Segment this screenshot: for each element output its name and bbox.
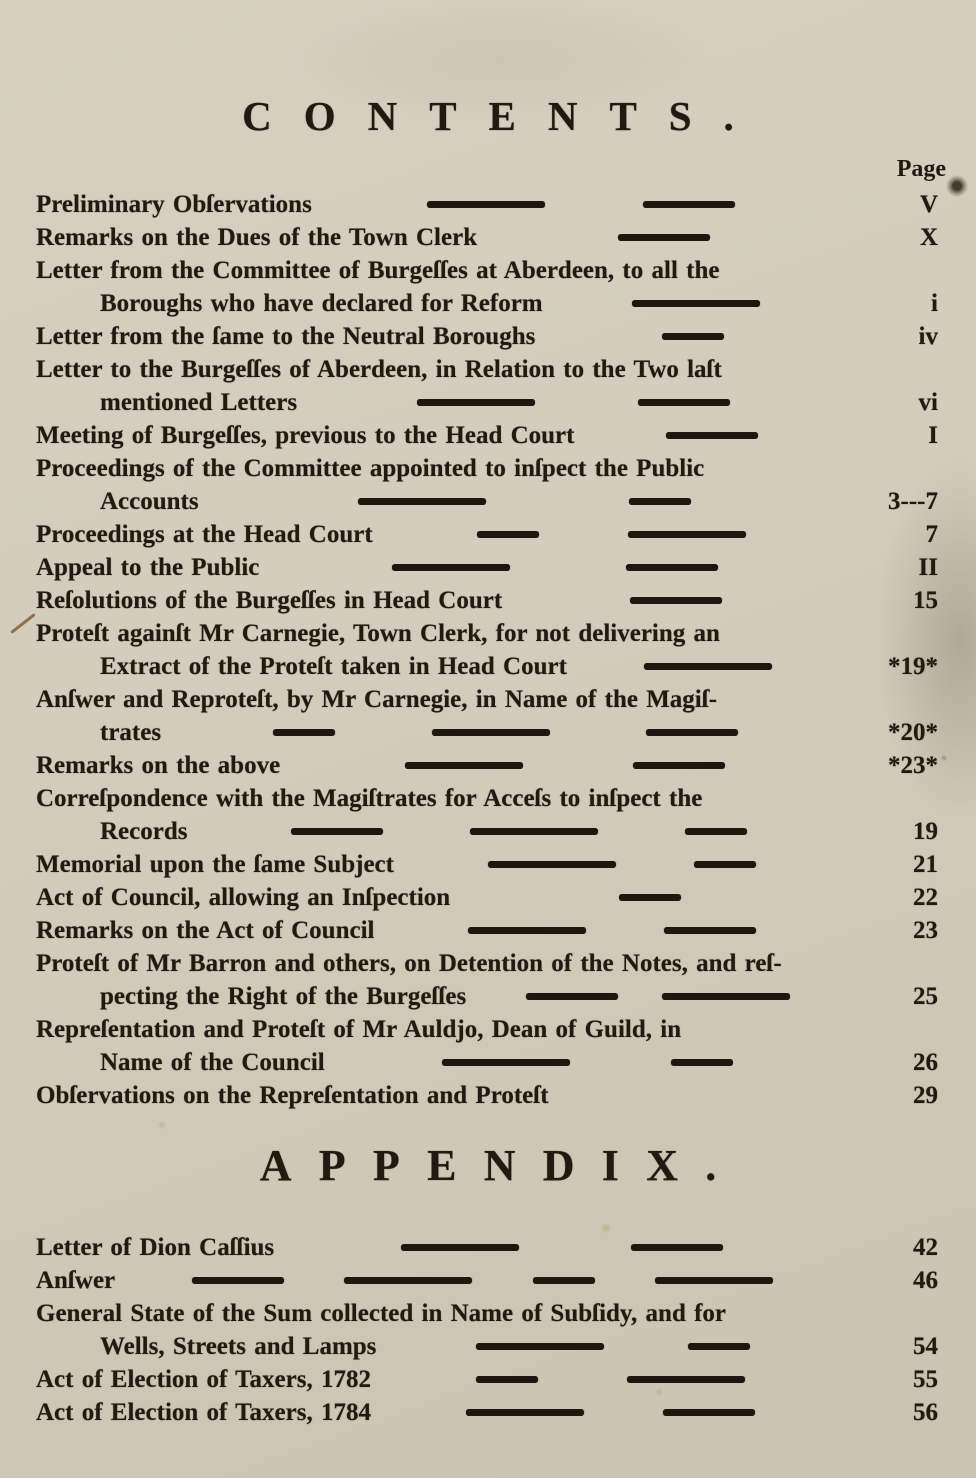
page-title: CONTENTS. [242, 93, 766, 139]
leader-dash [644, 663, 772, 670]
leader-dash [477, 531, 539, 538]
toc-entry-text: Letter to the Burgeſſes of Aberdeen, in Relation to the Two laſt [36, 355, 722, 383]
toc-entry-text: Appeal to the Public [36, 553, 260, 581]
toc-entry-text: Letter from the Committee of Burgeſſes at Aberdeen, to all the [36, 256, 720, 284]
toc-entry-text: Letter from the ſame to the Neutral Boroughs [36, 322, 536, 350]
leader-dashes [280, 762, 850, 769]
leader-dash [417, 399, 535, 406]
leader-dashes [374, 927, 850, 934]
page-number: 22 [913, 883, 938, 911]
toc-entry-text: Accounts [100, 487, 199, 515]
toc-entry-text: Name of the Council [100, 1048, 325, 1076]
page-number: 56 [913, 1398, 938, 1426]
leader-dash [626, 564, 718, 571]
page-number: *23* [888, 751, 938, 779]
toc-entry-text: Records [100, 817, 188, 845]
leader-dashes [543, 300, 850, 307]
leader-dashes [297, 399, 850, 406]
toc-entry-text: Preliminary Obſervations [36, 190, 312, 218]
toc-line [36, 914, 942, 947]
toc-entry-text: Act of Election of Taxers, 1784 [36, 1398, 371, 1426]
toc-entry-text: Proteſt of Mr Barron and others, on Detention of the Notes, and reſ- [36, 949, 782, 977]
toc-entry-text: Proceedings of the Committee appointed to inſpect the Public [36, 454, 705, 482]
leader-dash [632, 300, 760, 307]
leader-dash [427, 201, 545, 208]
leader-dash [694, 861, 756, 868]
page-number: 15 [913, 586, 938, 614]
leader-dash [466, 1409, 584, 1416]
page-number: 26 [913, 1048, 938, 1076]
toc-line [36, 1363, 942, 1396]
toc-line [36, 1330, 942, 1363]
leader-dashes [477, 234, 850, 241]
leader-dashes [274, 1244, 850, 1251]
toc-entry-text: Proceedings at the Head Court [36, 520, 373, 548]
toc-entry-text: Act of Election of Taxers, 1782 [36, 1365, 371, 1393]
leader-dash [344, 1277, 472, 1284]
contents-list [36, 188, 942, 1112]
page-number: I [928, 421, 938, 449]
leader-dash [629, 498, 691, 505]
page-number: 55 [913, 1365, 938, 1393]
leader-dashes [312, 201, 850, 208]
toc-entry-text: trates [100, 718, 162, 746]
toc-line [36, 650, 942, 683]
leader-dash [476, 1343, 604, 1350]
ink-smudge-mark [10, 613, 35, 634]
toc-entry-text: Reſolutions of the Burgeſſes in Head Court [36, 586, 503, 614]
toc-entry-text: Wells, Streets and Lamps [100, 1332, 377, 1360]
toc-line [36, 815, 942, 848]
page-number: i [931, 289, 938, 317]
toc-entry-text: Remarks on the above [36, 751, 281, 779]
toc-line [36, 551, 942, 584]
leader-dash [488, 861, 616, 868]
leader-dash [405, 762, 523, 769]
leader-dash [358, 498, 486, 505]
page-number: 29 [913, 1081, 938, 1109]
toc-line [36, 1231, 942, 1264]
leader-dash [533, 1277, 595, 1284]
toc-line [36, 584, 942, 617]
leader-dash [470, 828, 598, 835]
contents-heading-row [0, 0, 976, 140]
leader-dashes [373, 531, 850, 538]
leader-dash [192, 1277, 284, 1284]
leader-dash [392, 564, 510, 571]
leader-dash [526, 993, 618, 1000]
toc-line [36, 1297, 942, 1330]
toc-line [36, 782, 942, 815]
leader-dash [476, 1376, 538, 1383]
page-number: vi [918, 388, 938, 416]
toc-line [36, 188, 942, 221]
toc-entry-text: Anſwer [36, 1266, 116, 1294]
leader-dashes [115, 1277, 850, 1284]
toc-entry-text: mentioned Letters [100, 388, 298, 416]
page-number: 42 [913, 1233, 938, 1261]
page-number: 25 [913, 982, 938, 1010]
leader-dashes [567, 663, 850, 670]
toc-line [36, 716, 942, 749]
toc-line [36, 881, 942, 914]
toc-line [36, 1013, 942, 1046]
leader-dash [666, 432, 758, 439]
page-number: 46 [913, 1266, 938, 1294]
toc-entry-text: Remarks on the Dues of the Town Clerk [36, 223, 478, 251]
leader-dash [643, 201, 735, 208]
leader-dash [631, 1244, 723, 1251]
leader-dashes [466, 993, 850, 1000]
leader-dashes [259, 564, 850, 571]
leader-dash [630, 597, 722, 604]
toc-line [36, 617, 942, 650]
toc-line [36, 452, 942, 485]
leader-dash [664, 927, 756, 934]
toc-line [36, 221, 942, 254]
toc-entry-text: Boroughs who have declared for Reform [100, 289, 543, 317]
toc-entry-text: Proteſt againſt Mr Carnegie, Town Clerk, for not delivering an [36, 619, 720, 647]
leader-dashes [574, 432, 850, 439]
toc-entry-text: pecting the Right of the Burgeſſes [100, 982, 467, 1010]
leader-dash [401, 1244, 519, 1251]
page-number: II [918, 553, 938, 581]
appendix-heading-row [0, 1140, 976, 1191]
toc-line [36, 1046, 942, 1079]
leader-dashes [450, 894, 850, 901]
toc-entry-text: Letter of Dion Caſſius [36, 1233, 275, 1261]
leader-dash [646, 729, 738, 736]
leader-dash [663, 1409, 755, 1416]
leader-dashes [376, 1343, 850, 1350]
page-number: 54 [913, 1332, 938, 1360]
toc-line [36, 320, 942, 353]
page-number: 23 [913, 916, 938, 944]
leader-dash [468, 927, 586, 934]
toc-line [36, 419, 942, 452]
toc-line [36, 485, 942, 518]
page-number: *19* [888, 652, 938, 680]
leader-dashes [394, 861, 850, 868]
toc-line [36, 1079, 942, 1112]
toc-line [36, 386, 942, 419]
toc-line [36, 848, 942, 881]
toc-entry-text: Correſpondence with the Magiſtrates for Acceſs to inſpect the [36, 784, 703, 812]
toc-line [36, 353, 942, 386]
leader-dashes [161, 729, 850, 736]
page-column-label: Page [896, 156, 946, 182]
page-column-header [0, 156, 946, 182]
toc-line [36, 683, 942, 716]
toc-line [36, 1396, 942, 1429]
leader-dash [671, 1059, 733, 1066]
toc-entry-text: Remarks on the Act of Council [36, 916, 375, 944]
page-number: 19 [913, 817, 938, 845]
leader-dash [618, 234, 710, 241]
page-number: V [919, 190, 938, 218]
page-number: 21 [913, 850, 938, 878]
toc-entry-text: Anſwer and Reproteſt, by Mr Carnegie, in Name of the Magiſ- [36, 685, 718, 713]
leader-dash [685, 828, 747, 835]
appendix-title: APPENDIX. [259, 1141, 744, 1190]
page-number: 7 [925, 520, 938, 548]
leader-dashes [371, 1376, 850, 1383]
leader-dashes [187, 828, 850, 835]
leader-dash [432, 729, 550, 736]
leader-dash [633, 762, 725, 769]
leader-dash [688, 1343, 750, 1350]
leader-dash [627, 1376, 745, 1383]
appendix-list [36, 1231, 942, 1429]
leader-dash [662, 333, 724, 340]
toc-line [36, 1264, 942, 1297]
page-number: iv [918, 322, 938, 350]
leader-dash [638, 399, 730, 406]
toc-entry-text: General State of the Sum collected in Name of Subſidy, and for [36, 1299, 727, 1327]
leader-dashes [502, 597, 850, 604]
page-number: *20* [888, 718, 938, 746]
toc-entry-text: Repreſentation and Proteſt of Mr Auldjo, Dean of Guild, in [36, 1015, 682, 1043]
toc-line [36, 749, 942, 782]
toc-line [36, 947, 942, 980]
leader-dash [442, 1059, 570, 1066]
toc-entry-text: Memorial upon the ſame Subject [36, 850, 394, 878]
toc-line [36, 980, 942, 1013]
toc-entry-text: Meeting of Burgeſſes, previous to the Head Court [36, 421, 575, 449]
toc-line [36, 287, 942, 320]
page-number: X [919, 223, 938, 251]
leader-dashes [325, 1059, 850, 1066]
leader-dashes [371, 1409, 850, 1416]
toc-entry-text: Obſervations on the Repreſentation and Proteſt [36, 1081, 549, 1109]
leader-dashes [199, 498, 850, 505]
leader-dash [662, 993, 790, 1000]
toc-line [36, 518, 942, 551]
leader-dashes [535, 333, 850, 340]
leader-dash [655, 1277, 773, 1284]
toc-entry-text: Extract of the Proteſt taken in Head Court [100, 652, 567, 680]
leader-dash [273, 729, 335, 736]
toc-line [36, 254, 942, 287]
leader-dash [628, 531, 746, 538]
toc-entry-text: Act of Council, allowing an Inſpection [36, 883, 451, 911]
leader-dash [291, 828, 383, 835]
leader-dash [619, 894, 681, 901]
page-number: 3---7 [888, 487, 938, 515]
